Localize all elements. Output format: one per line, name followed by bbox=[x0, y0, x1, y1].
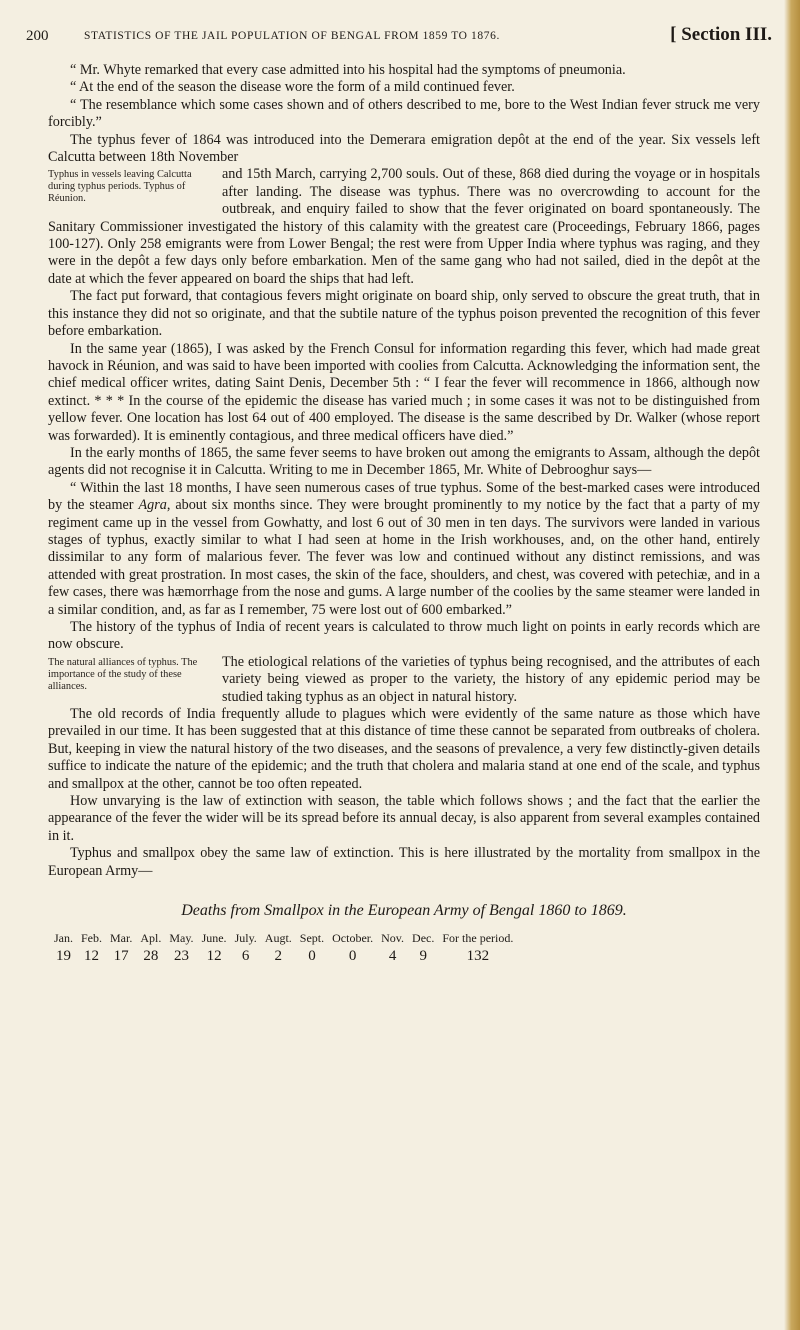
table-cell: 0 bbox=[348, 947, 357, 964]
column-header: Sept. bbox=[299, 930, 325, 945]
paragraph-with-margin-note bbox=[48, 654, 760, 706]
table-row bbox=[50, 947, 517, 965]
quote-text: “ Within the last 18 months, I have seen numerous cases of true typhus. Some of the best-marked cases were introduced by the steamer bbox=[48, 479, 760, 514]
ship-name: Agra bbox=[138, 497, 167, 514]
page-header bbox=[26, 24, 772, 54]
table-cell-total: 132 bbox=[466, 947, 490, 964]
paragraph: In the early months of 1865, the same fever seems to have broken out among the emigrants to Assam, although the depôt agents did not recognise it in Calcutta. Writing to me in December 1865, Mr. White of Debrooghur says— bbox=[48, 444, 760, 479]
column-header: Jan. bbox=[54, 930, 73, 945]
table-cell: 28 bbox=[143, 947, 159, 964]
column-header: July. bbox=[234, 930, 257, 945]
column-header: June. bbox=[201, 930, 227, 945]
body-text bbox=[48, 62, 760, 965]
table-cell: 17 bbox=[113, 947, 129, 964]
paragraph: Typhus and smallpox obey the same law of extinction. This is here illustrated by the mortality from smallpox in the European Army— bbox=[48, 845, 760, 879]
table-header-row bbox=[50, 930, 517, 947]
column-header: Mar. bbox=[110, 930, 133, 945]
paragraph: The old records of India frequently allude to plagues which were evidently of the same nature as those which have prevailed in our time. It has been suggested that at this distance of time these cannot be separated from outbreaks of cholera. But, keeping in view the natural history of the two diseases, and the seasons of prevalence, a very few distinctly-given details suffice to indicate the nature of the epidemic; and the truth that cholera and malaria stand at one end of the scale, and typhus and smallpox at the other, cannot be too often repeated. bbox=[48, 706, 760, 792]
table-cell: 19 bbox=[56, 947, 71, 964]
table-caption: Deaths from Smallpox in the European Army of Bengal 1860 to 1869. bbox=[181, 902, 627, 920]
paragraph: The typhus fever of 1864 was introduced into the Demerara emigration depôt at the end of the year. Six vessels left Calcutta between 18th November bbox=[48, 131, 760, 166]
paragraph-with-margin-note bbox=[48, 166, 760, 288]
margin-note-natural-alliances: The natural alliances of typhus. The importance of the study of these alliances. bbox=[48, 656, 198, 692]
column-header: Apl. bbox=[140, 930, 162, 945]
quote-text: , about six months since. They were brought prominently to my notice by the fact that a party of my regiment came up in the vessel from Gowhatty, and lost 6 out of 30 men in ten days. The survivors were landed in various stages of typhus, exactly similar to what I had seen at home in the Irish workhouses, and, on the other hand, entirely dissimilar to any form of malarious fever. The fever was low and continued without any distinct remissions, and was attended with great prostration. In most cases, the skin of the face, shoulders, and chest, was covered with petechiæ, and in a few cases, there was hæmorrhage from the nose and gums. A large number of the coolies by the same steamer were landed in a similar condition, and, as far as I remember, 75 were lost out of 600 embarked.” bbox=[48, 497, 760, 618]
section-label: [ Section III. bbox=[670, 24, 772, 45]
paragraph: “ The resemblance which some cases shown and of others described to me, bore to the West Indian fever struck me very forcibly.” bbox=[48, 96, 760, 131]
paragraph: The history of the typhus of India of recent years is calculated to throw much light on points in early records which are now obscure. bbox=[48, 619, 760, 653]
paragraph: “ Mr. Whyte remarked that every case admitted into his hospital had the symptoms of pneumonia. bbox=[70, 62, 626, 78]
quote-assam bbox=[48, 480, 760, 619]
table-cell: 0 bbox=[308, 947, 316, 964]
page-number: 200 bbox=[26, 28, 49, 44]
table-cell: 9 bbox=[419, 947, 427, 964]
table-cell: 6 bbox=[241, 947, 250, 964]
column-header: Augt. bbox=[264, 930, 292, 945]
column-header: October. bbox=[332, 930, 374, 945]
paragraph: How unvarying is the law of extinction with season, the table which follows shows ; and the fact that the earlier the appearance of the fever the wider will be its spread before its annual decay, is also apparent from several examples contained in it. bbox=[48, 793, 760, 844]
paragraph: In the same year (1865), I was asked by the French Consul for information regarding this fever, which had made great havock in Réunion, and was said to have been imported with coolies from Calcutta. Acknowledging the information sent, the chief medical officer writes, dating Saint Denis, December 5th : “ I fear the fever will recommence in 1866, although now extinct. * * * In the course of the epidemic the disease has varied much ; in some cases it was not to be distinguished from yellow fever. One location has lost 64 out of 400 employed. The disease is the same described by Dr. Walker (whose report was forwarded). It is eminently contagious, and three medical officers have died.” bbox=[48, 340, 760, 444]
table-cell: 23 bbox=[173, 947, 189, 964]
table-cell: 2 bbox=[274, 947, 283, 964]
column-header: Dec. bbox=[412, 930, 435, 945]
running-title: STATISTICS OF THE JAIL POPULATION OF BENGAL FROM 1859 TO 1876. bbox=[84, 30, 500, 42]
paragraph-continuation: and 15th March, carrying 2,700 souls. Out of these, 868 died during the voyage or in hospitals after landing. The disease was typhus. There was no overcrowding to account for the outbreak, and enquiry failed to show that the fever originated on board spontaneously. The Sanitary Commissioner investigated the history of this calamity with the greatest care (Proceedings, February 1866, pages 100-127). Only 258 emigrants were from Lower Bengal; the rest were from Upper India where typhus was raging, and they were in the depôt a few days only before embarkation. Men of the same gang who had not sailed, died in the depôt at the date at which the fever appeared on board the ships that had left. bbox=[48, 166, 760, 287]
paragraph: The fact put forward, that contagious fevers might originate on board ship, only served to obscure the great truth, that in this instance they did not so originate, and that the subtile nature of the typhus poison prevented the recognition of this fever before embarkation. bbox=[48, 288, 760, 340]
table-cell: 12 bbox=[206, 947, 222, 964]
table-cell: 4 bbox=[388, 947, 397, 964]
smallpox-deaths-table bbox=[50, 930, 517, 966]
paragraph-continuation: The etiological relations of the varieties of typhus being recognised, and the attributes of each variety being viewed as proper to the variety, the history of any epidemic period may be studied taking typhus as an object in natural history. bbox=[222, 653, 760, 705]
table-cell: 12 bbox=[84, 947, 99, 964]
column-header: For the period. bbox=[442, 930, 514, 945]
margin-note-typhus-vessels: Typhus in vessels leaving Calcutta during typhus periods. Typhus of Réunion. bbox=[48, 169, 192, 205]
paragraph: “ At the end of the season the disease wore the form of a mild continued fever. bbox=[70, 79, 515, 96]
page-edge bbox=[784, 0, 800, 1330]
column-header: Feb. bbox=[81, 930, 102, 945]
column-header: May. bbox=[169, 930, 194, 945]
column-header: Nov. bbox=[381, 930, 405, 945]
